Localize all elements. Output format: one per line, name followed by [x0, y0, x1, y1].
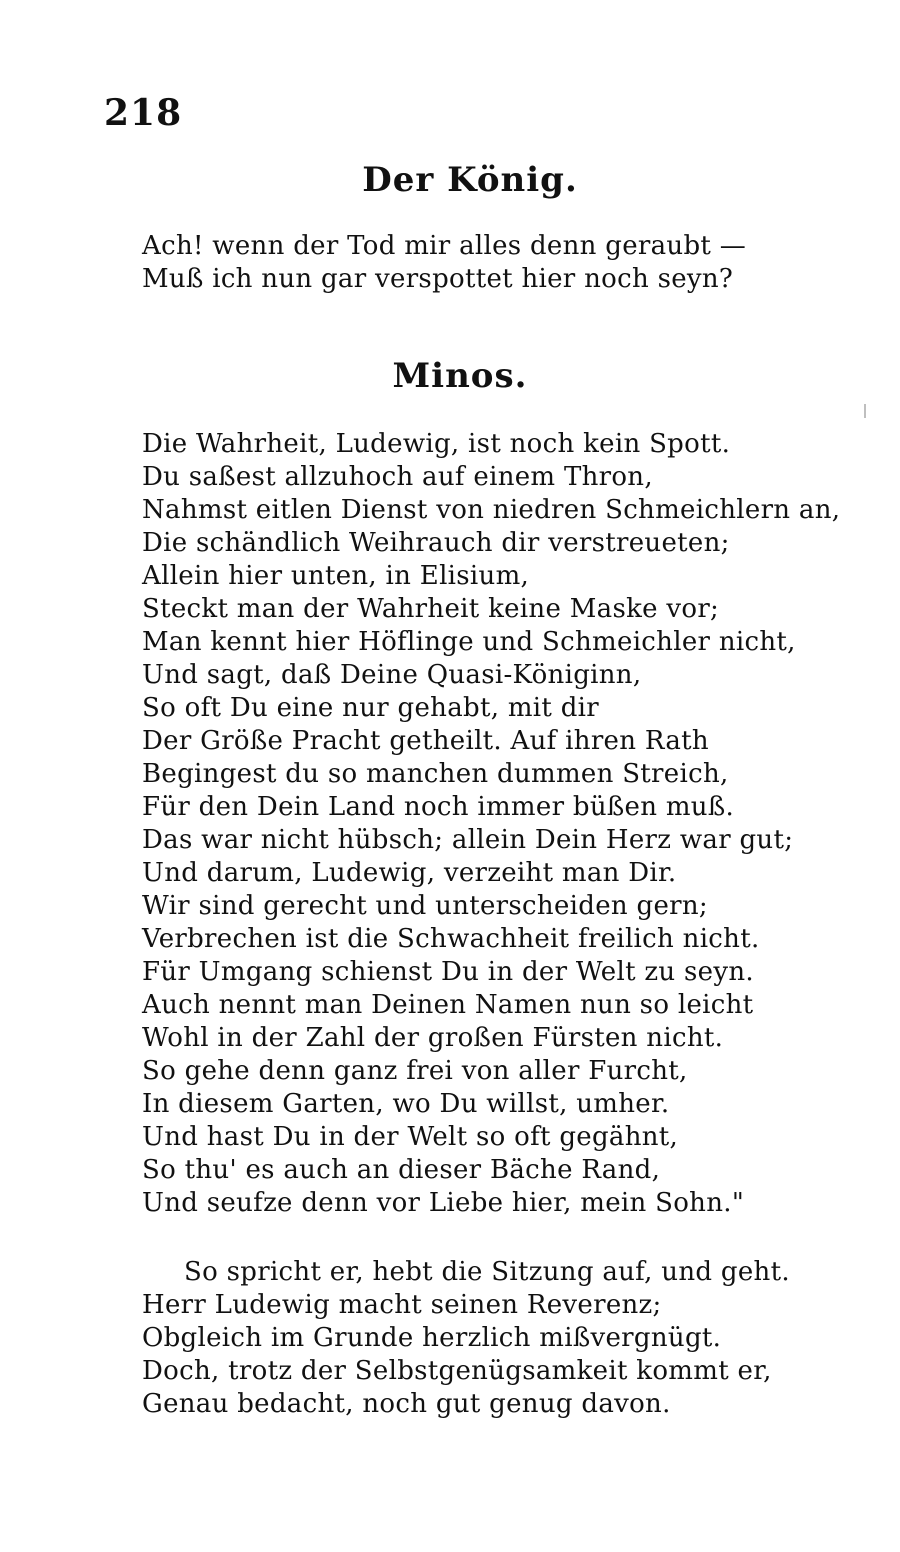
- narration: [142, 1256, 862, 1421]
- verse-line: Muß ich nun gar verspottet hier noch seyn?: [142, 264, 734, 294]
- speaker-heading-king: Der König.: [362, 160, 578, 200]
- page-number: 218: [104, 92, 183, 134]
- verse-line: So oft Du eine nur gehabt, mit dir: [142, 693, 600, 723]
- verse-line: Du saßest allzuhoch auf einem Thron,: [142, 462, 653, 492]
- verse-line: So spricht er, hebt die Sitzung auf, und geht.: [184, 1257, 790, 1287]
- verse-line: Herr Ludewig macht seinen Reverenz;: [142, 1290, 662, 1320]
- verse-line: Wir sind gerecht und unterscheiden gern;: [142, 891, 708, 921]
- verse-line: Nahmst eitlen Dienst von niedren Schmeichlern an,: [142, 495, 841, 525]
- verse-line: Allein hier unten, in Elisium,: [142, 561, 530, 591]
- verse-line: Begingest du so manchen dummen Streich,: [142, 759, 729, 789]
- verse-line: Steckt man der Wahrheit keine Maske vor;: [142, 594, 720, 624]
- verse-line: Und hast Du in der Welt so oft gegähnt,: [142, 1122, 679, 1152]
- verse-line: Die schändlich Weihrauch dir verstreueten;: [142, 528, 730, 558]
- margin-mark: [864, 404, 866, 418]
- verse-line: Doch, trotz der Selbstgenügsamkeit kommt er,: [142, 1356, 772, 1386]
- verse-line: So thu' es auch an dieser Bäche Rand,: [142, 1155, 661, 1185]
- verse-line: Und seufze denn vor Liebe hier, mein Sohn.": [142, 1188, 745, 1218]
- verse-line: Für Umgang schienst Du in der Welt zu seyn.: [142, 957, 754, 987]
- verse-line: Ach! wenn der Tod mir alles denn geraubt —: [142, 231, 747, 261]
- verse-line: Verbrechen ist die Schwachheit freilich nicht.: [142, 924, 760, 954]
- verse-line: Auch nennt man Deinen Namen nun so leicht: [142, 990, 754, 1020]
- verse-line: Das war nicht hübsch; allein Dein Herz war gut;: [142, 825, 794, 855]
- verse-line: Der Größe Pracht getheilt. Auf ihren Rath: [142, 726, 709, 756]
- speaker-heading-minos: Minos.: [392, 356, 528, 396]
- verse-line: Die Wahrheit, Ludewig, ist noch kein Spott.: [142, 429, 731, 459]
- verse-line: Und darum, Ludewig, verzeiht man Dir.: [142, 858, 677, 888]
- verse-line: So gehe denn ganz frei von aller Furcht,: [142, 1056, 688, 1086]
- verse-line: Obgleich im Grunde herzlich mißvergnügt.: [142, 1323, 722, 1353]
- minos-speech: [142, 428, 862, 1220]
- king-speech: [142, 230, 862, 296]
- verse-line: Und sagt, daß Deine Quasi-Königinn,: [142, 660, 642, 690]
- verse-line: Man kennt hier Höflinge und Schmeichler nicht,: [142, 627, 796, 657]
- verse-line: Genau bedacht, noch gut genug davon.: [142, 1389, 671, 1419]
- verse-line: Für den Dein Land noch immer büßen muß.: [142, 792, 735, 822]
- verse-line: In diesem Garten, wo Du willst, umher.: [142, 1089, 670, 1119]
- verse-line: Wohl in der Zahl der großen Fürsten nicht.: [142, 1023, 724, 1053]
